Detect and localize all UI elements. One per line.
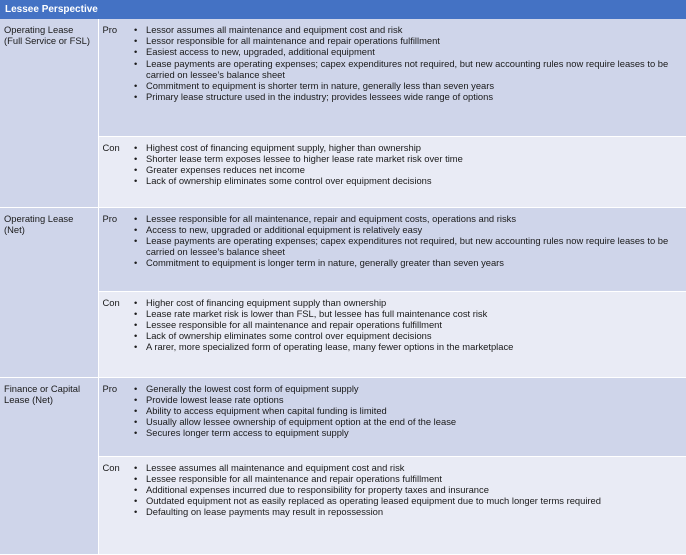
bullet-point: • Outdated equipment not as easily replaced as operating leased equipment due to much longer terms required bbox=[132, 495, 682, 506]
bullet-point: • Easiest access to new, upgraded, additional equipment bbox=[132, 46, 682, 57]
pro-bullet-list bbox=[132, 213, 682, 269]
bullet-point: • Lack of ownership eliminates some control over equipment decisions bbox=[132, 330, 682, 341]
bullet-point: • Lessee assumes all maintenance and equipment cost and risk bbox=[132, 462, 682, 473]
bullet-point: • Generally the lowest cost form of equipment supply bbox=[132, 383, 682, 394]
bullet-point: • Provide lowest lease rate options bbox=[132, 394, 682, 405]
bullet-point: • Greater expenses reduces net income bbox=[132, 164, 682, 175]
bullet-point: • Lessee responsible for all maintenance and repair operations fulfillment bbox=[132, 319, 682, 330]
lease-row-pro bbox=[0, 207, 686, 291]
bullet-point: • Commitment to equipment is shorter term in nature, generally less than seven years bbox=[132, 80, 682, 91]
pro-points-cell bbox=[132, 377, 686, 456]
bullet-point: • Lessee responsible for all maintenance, repair and equipment costs, operations and risks bbox=[132, 213, 682, 224]
table-body bbox=[0, 19, 686, 554]
pro-bullet-list bbox=[132, 24, 682, 102]
table-header: Lessee Perspective bbox=[0, 0, 686, 19]
bullet-point: • A rarer, more specialized form of operating lease, many fewer options in the marketplace bbox=[132, 341, 682, 352]
bullet-point: • Usually allow lessee ownership of equipment option at the end of the lease bbox=[132, 416, 682, 427]
lease-row-pro bbox=[0, 19, 686, 136]
lease-row-con bbox=[0, 456, 686, 554]
bullet-point: • Defaulting on lease payments may result in repossession bbox=[132, 506, 682, 517]
lease-comparison-table bbox=[0, 19, 686, 555]
lease-row-pro bbox=[0, 377, 686, 456]
bullet-point: • Highest cost of financing equipment supply, higher than ownership bbox=[132, 142, 682, 153]
con-bullet-list bbox=[132, 297, 682, 353]
bullet-point: • Access to new, upgraded or additional equipment is relatively easy bbox=[132, 224, 682, 235]
bullet-point: • Commitment to equipment is longer term in nature, generally greater than seven years bbox=[132, 257, 682, 268]
bullet-point: • Lease payments are operating expenses; capex expenditures not required, but new accounting rules now require leases to be carried on lessee’s balance sheet bbox=[132, 235, 682, 257]
bullet-point: • Higher cost of financing equipment supply than ownership bbox=[132, 297, 682, 308]
con-label: Con bbox=[98, 456, 132, 554]
con-label: Con bbox=[98, 136, 132, 207]
bullet-point: • Lessor responsible for all maintenance and repair operations fulfillment bbox=[132, 35, 682, 46]
bullet-point: • Lessee responsible for all maintenance and repair operations fulfillment bbox=[132, 473, 682, 484]
lease-type-label: Operating Lease (Full Service or FSL) bbox=[0, 19, 98, 207]
lease-row-con bbox=[0, 291, 686, 377]
con-points-cell bbox=[132, 136, 686, 207]
lease-row-con bbox=[0, 136, 686, 207]
con-points-cell bbox=[132, 291, 686, 377]
pro-points-cell bbox=[132, 207, 686, 291]
pro-points-cell bbox=[132, 19, 686, 136]
bullet-point: • Lease rate market risk is lower than FSL, but lessee has full maintenance cost risk bbox=[132, 308, 682, 319]
bullet-point: • Lack of ownership eliminates some control over equipment decisions bbox=[132, 175, 682, 186]
lease-type-label: Operating Lease (Net) bbox=[0, 207, 98, 377]
lease-type-label: Finance or Capital Lease (Net) bbox=[0, 377, 98, 554]
bullet-point: • Additional expenses incurred due to responsibility for property taxes and insurance bbox=[132, 484, 682, 495]
con-bullet-list bbox=[132, 462, 682, 518]
pro-label: Pro bbox=[98, 377, 132, 456]
bullet-point: • Primary lease structure used in the industry; provides lessees wide range of options bbox=[132, 91, 682, 102]
bullet-point: • Ability to access equipment when capital funding is limited bbox=[132, 405, 682, 416]
bullet-point: • Shorter lease term exposes lessee to higher lease rate market risk over time bbox=[132, 153, 682, 164]
bullet-point: • Lease payments are operating expenses; capex expenditures not required, but new accounting rules now require leases to be carried on lessee’s balance sheet bbox=[132, 58, 682, 80]
bullet-point: • Secures longer term access to equipment supply bbox=[132, 427, 682, 438]
con-bullet-list bbox=[132, 142, 682, 187]
con-points-cell bbox=[132, 456, 686, 554]
con-label: Con bbox=[98, 291, 132, 377]
pro-label: Pro bbox=[98, 207, 132, 291]
bullet-point: • Lessor assumes all maintenance and equipment cost and risk bbox=[132, 24, 682, 35]
pro-label: Pro bbox=[98, 19, 132, 136]
pro-bullet-list bbox=[132, 383, 682, 439]
